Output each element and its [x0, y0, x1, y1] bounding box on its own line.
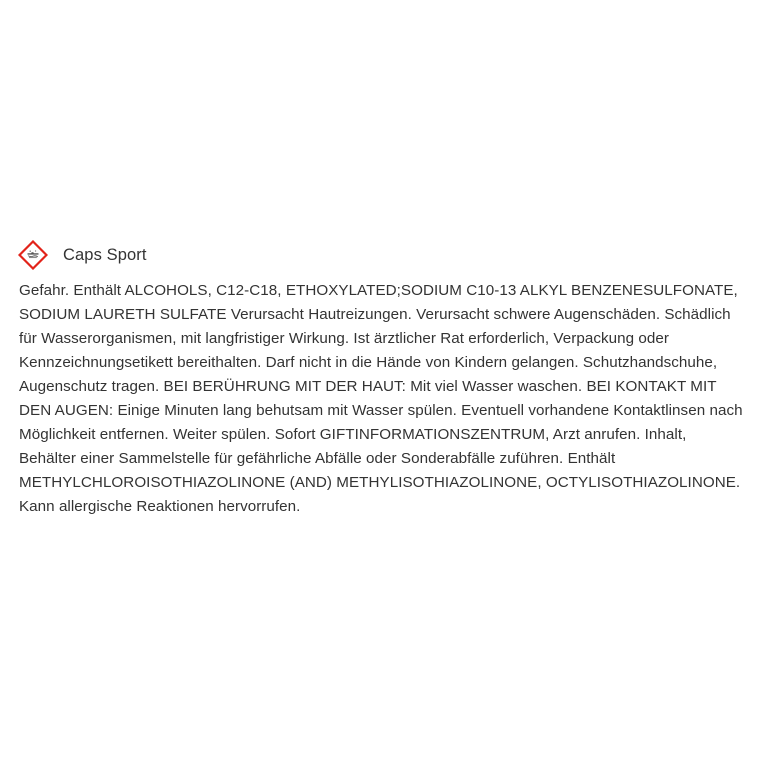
hazard-statement-text: Gefahr. Enthält ALCOHOLS, C12-C18, ETHOXYLATED;SODIUM C10-13 ALKYL BENZENESULFONATE, SODIUM LAURETH SULFATE Verursacht Hautreizungen. Verursacht schwere Augenschäden. Schädlich für Wasserorganismen, mit langfristiger Wirkung. Ist ärztlicher Rat erforderlich, Verpackung oder Kennzeichnungsetikett bereithalten. Darf nicht in die Hände von Kindern gelangen. Schutzhandschuhe, Augenschutz tragen. BEI BERÜHRUNG MIT DER HAUT: Mit viel Wasser waschen. BEI KONTAKT MIT DEN AUGEN: Einige Minuten lang behutsam mit Wasser spülen. Eventuell vorhandene Kontaktlinsen nach Möglichkeit entfernen. Weiter spülen. Sofort GIFTINFORMATIONSZENTRUM, Arzt anrufen. Inhalt, Behälter einer Sammelstelle für gefährliche Abfälle oder Sonderabfälle zuführen. Enthält METHYLCHLOROISOTHIAZOLINONE (AND) METHYLISOTHIAZOLINONE, OCTYLISOTHIAZOLINONE. Kann allergische Reaktionen hervorrufen.: [19, 282, 743, 515]
ghs-exclamation-diamond-icon: [18, 240, 48, 270]
product-title: Caps Sport: [63, 245, 147, 264]
product-header: [19, 239, 747, 271]
safety-info-card: [19, 239, 747, 519]
